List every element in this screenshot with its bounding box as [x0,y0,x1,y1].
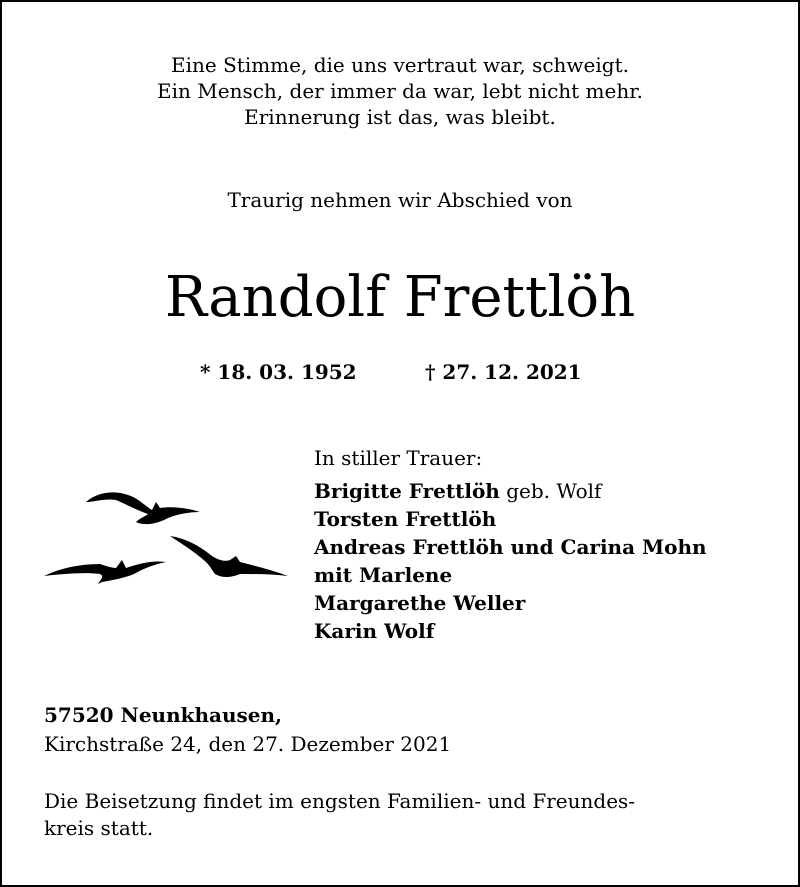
verse-line-1: Eine Stimme, die uns vertraut war, schweigt. [171,53,629,77]
verse-line-2: Ein Mensch, der immer da war, lebt nicht mehr. [157,79,643,103]
funeral-note-line-1: Die Beisetzung findet im engsten Familien- und Freundes- [44,789,636,813]
place: 57520 Neunkhausen, [44,703,283,727]
mourner-note: geb. Wolf [499,479,602,503]
mourner-name: Brigitte Frettlöh [314,479,500,503]
intro-text: Traurig nehmen wir Abschied von [227,188,573,212]
verse-line-3: Erinnerung ist das, was bleibt. [244,105,556,129]
bird-icon [86,492,200,524]
birds-illustration [40,480,292,590]
address-date: Kirchstraße 24, den 27. Dezember 2021 [44,732,452,756]
bird-icon [170,536,288,577]
funeral-note-line-2: kreis statt. [44,816,154,840]
mourner-5: Margarethe Weller [314,591,526,615]
mourner-1 [314,478,601,504]
birth-date: * 18. 03. 1952 [200,360,357,384]
mourner-6: Karin Wolf [314,619,435,643]
deceased-name: Randolf Frettlöh [164,265,636,330]
mourner-2: Torsten Frettlöh [314,507,497,531]
death-date: † 27. 12. 2021 [425,360,582,384]
mourner-3: Andreas Frettlöh und Carina Mohn [314,535,707,559]
mourners-heading: In stiller Trauer: [314,446,483,470]
mourner-4: mit Marlene [314,563,453,587]
bird-icon [44,560,166,584]
